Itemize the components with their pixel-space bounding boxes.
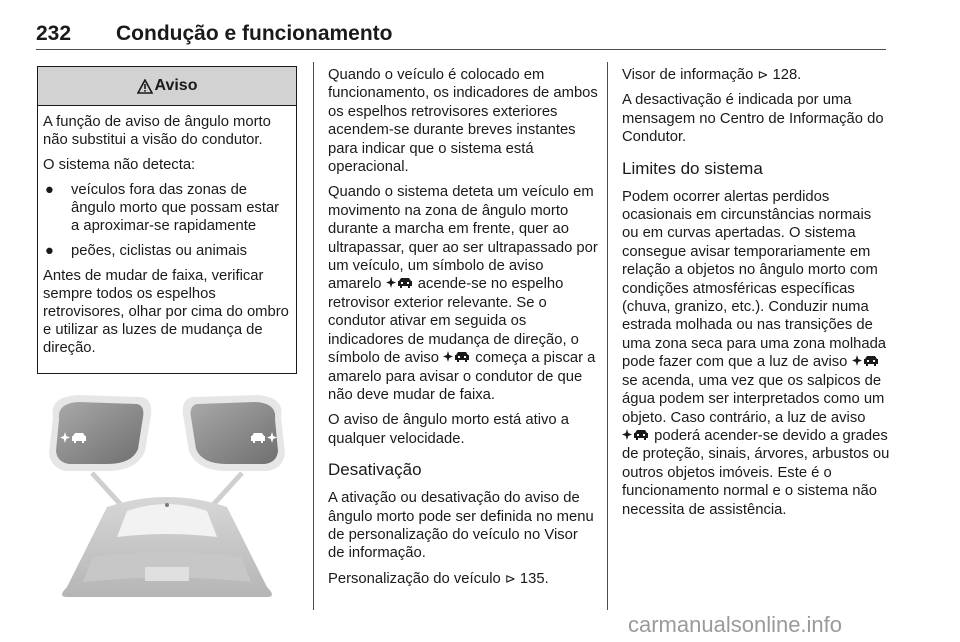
left-mirror-blind-spot-icon xyxy=(60,431,88,444)
warning-closing: Antes de mudar de faixa, verificar sempre todos os espelhos retrovisores, olhar por cima do ombro e utilizar as luzes de mudança de direção. xyxy=(43,268,289,356)
page-header xyxy=(36,22,886,52)
watermark: carmanualsonline.info xyxy=(628,612,843,637)
bullet-text: peões, ciclistas ou animais xyxy=(71,243,248,259)
paragraph-text: poderá acender-se devido a grades de proteção, sinais, árvores, arbustos ou outros objetos imóveis. Este é o funcionamento normal e o sistema não necessita de assistência. xyxy=(622,427,890,518)
running-title: Condução e funcionamento xyxy=(116,22,393,45)
bullet-icon: ● xyxy=(45,182,54,198)
bullet-text: veículos fora das zonas de ângulo morto que possam estar a aproximar-se rapidamente xyxy=(71,182,280,234)
paragraph: O aviso de ângulo morto está ativo a qualquer velocidade. xyxy=(328,412,569,447)
warning-triangle-icon xyxy=(137,79,153,94)
warning-body xyxy=(38,106,296,357)
paragraph xyxy=(622,66,890,84)
column-divider-left xyxy=(313,62,314,610)
section-heading: Limites do sistema xyxy=(622,158,763,178)
list-item xyxy=(43,181,291,235)
middle-column xyxy=(328,66,598,595)
page-reference-arrow-icon: ⊳ xyxy=(757,67,769,82)
paragraph: A ativação ou desativação do aviso de ângulo morto pode ser definida no menu de personalização do veículo no Visor de informação. xyxy=(328,490,594,562)
warning-header xyxy=(38,67,296,106)
paragraph: Quando o veículo é colocado em funcionamento, os indicadores de ambos os espelhos retrovisores exteriores acendem-se durante breves instantes para indicar que o sistema está operacional. xyxy=(328,67,598,176)
header-rule xyxy=(36,49,886,50)
blind-spot-warning-icon xyxy=(852,354,880,367)
warning-title: Aviso xyxy=(154,77,198,94)
column-divider-right xyxy=(607,62,608,610)
list-item xyxy=(43,242,291,260)
blind-spot-warning-icon xyxy=(443,350,471,363)
section-heading: Desativação xyxy=(328,460,422,480)
page-reference-arrow-icon: ⊳ xyxy=(504,570,516,586)
paragraph-text: Podem ocorrer alertas perdidos ocasionais em circunstâncias normais ou em curvas apertadas. O sistema consegue avisar temporariamente em relação a objetos no ângulo morto com condições atmosféricas específicas (chuva, granizo, etc.). Conduzir numa estrada molhada ou nas transições de uma zona seca para uma zona molhada pode fazer com que a luz de aviso xyxy=(622,188,887,371)
page-reference[interactable]: 128. xyxy=(772,67,802,83)
page-number: 232 xyxy=(36,22,72,45)
paragraph xyxy=(328,183,598,404)
blind-spot-warning-icon xyxy=(622,428,650,441)
right-mirror-blind-spot-icon xyxy=(250,431,278,444)
paragraph-text: se acenda, uma vez que os salpicos de água podem ser interpretados como um objeto. Caso contrário, a luz de aviso xyxy=(622,372,885,426)
paragraph-text: Personalização do veículo xyxy=(328,570,501,587)
blind-spot-warning-icon xyxy=(386,276,414,289)
paragraph-text: começa a piscar a amarelo para avisar o condutor de que não deve mudar de faixa. xyxy=(328,350,596,403)
right-column xyxy=(622,66,890,526)
bullet-icon: ● xyxy=(45,243,54,259)
warning-lead: O sistema não detecta: xyxy=(43,157,196,173)
warning-box xyxy=(37,66,297,374)
paragraph xyxy=(622,188,890,519)
paragraph-text: Quando o sistema deteta um veículo em movimento na zona de ângulo morto durante a marcha em frente, quer ao ultrapassar, quer ao ser ultrapassado por um veículo, um símbolo de aviso amarelo xyxy=(328,184,598,293)
page-reference[interactable]: 135. xyxy=(519,570,549,587)
warning-intro: A função de aviso de ângulo morto não substitui a visão do condutor. xyxy=(43,114,271,148)
blind-spot-mirrors-illustration xyxy=(37,387,297,597)
paragraph: A desactivação é indicada por uma mensagem no Centro de Informação do Condutor. xyxy=(622,92,884,146)
paragraph xyxy=(328,570,598,588)
paragraph-text: Visor de informação xyxy=(622,67,754,83)
paragraph-text: acende-se no espelho retrovisor exterior relevante. Se o condutor ativar em seguida os indicadores de mudança de direção, o símbolo de aviso xyxy=(328,276,579,367)
